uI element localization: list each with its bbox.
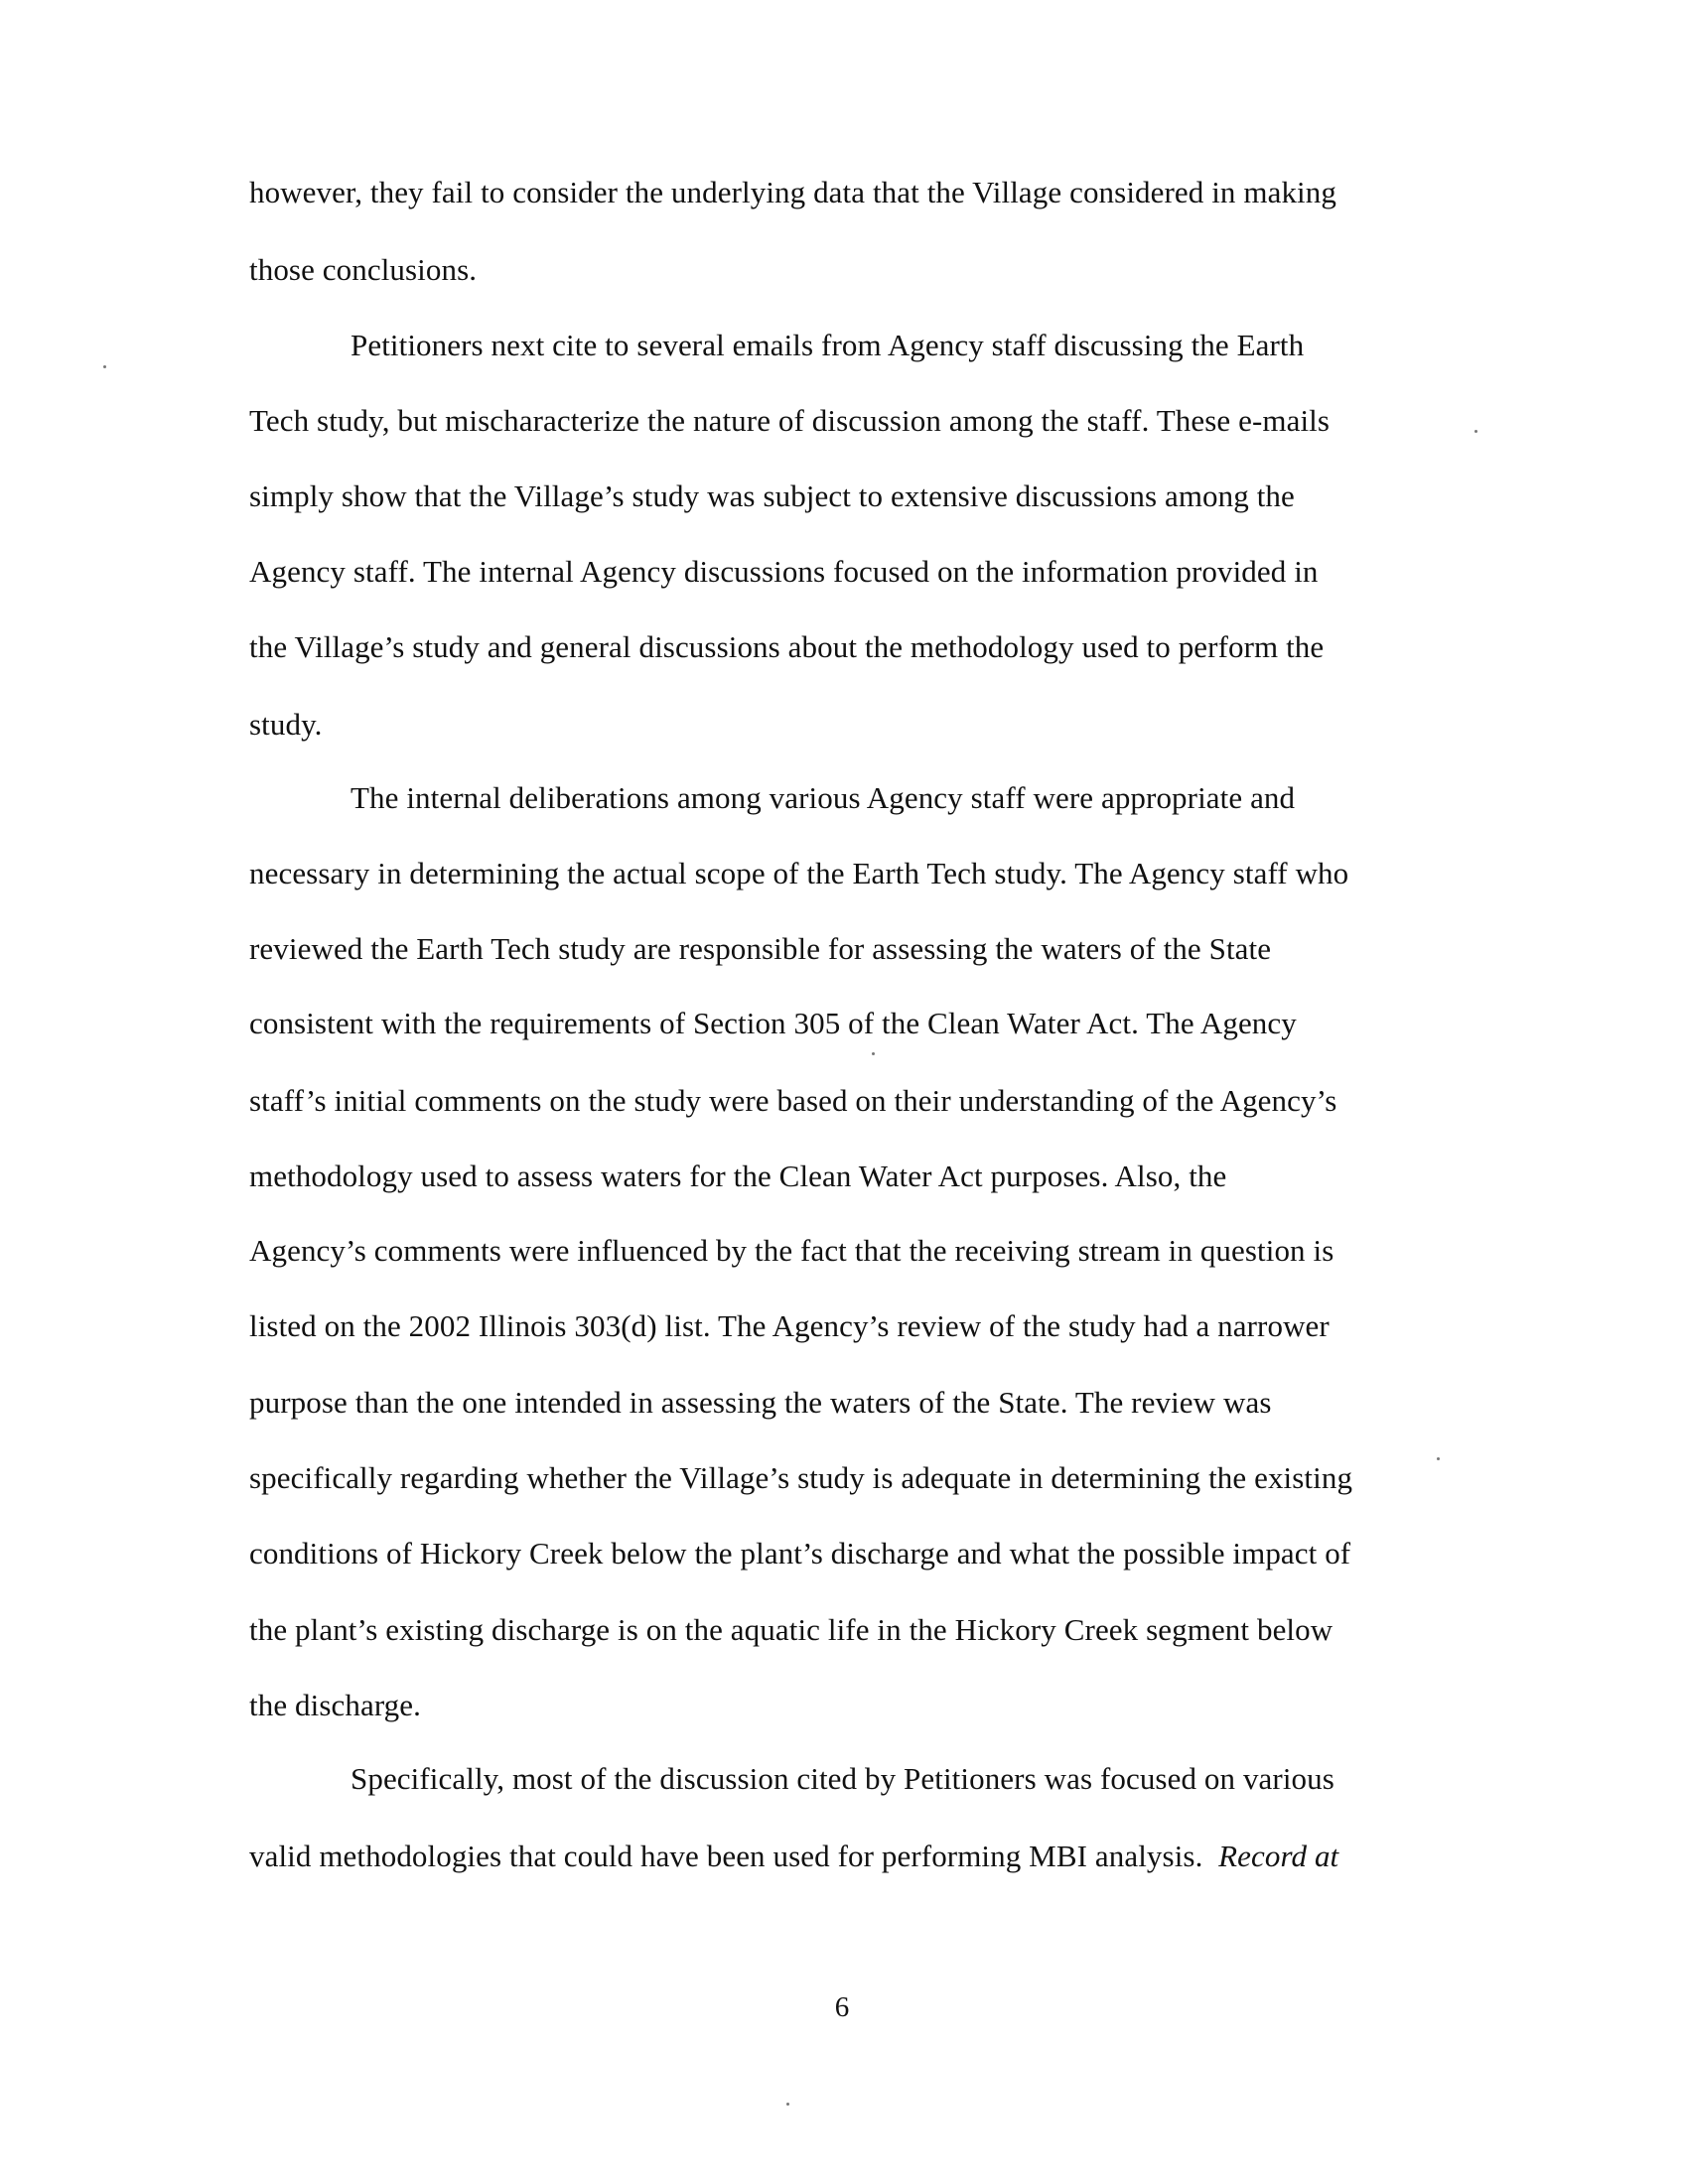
text-line: staff’s initial comments on the study were based on their understanding of the Agency’s bbox=[249, 1083, 1337, 1118]
paragraph-first-line: The internal deliberations among various Agency staff were appropriate and bbox=[351, 780, 1296, 815]
text-line-last-regular: valid methodologies that could have been used for performing MBI analysis. bbox=[249, 1839, 1219, 1873]
text-line: Agency’s comments were influenced by the fact that the receiving stream in question is bbox=[249, 1233, 1334, 1268]
scan-speck bbox=[1474, 430, 1477, 433]
text-line: however, they fail to consider the underlying data that the Village considered in making bbox=[249, 175, 1336, 209]
text-line: methodology used to assess waters for the Clean Water Act purposes. Also, the bbox=[249, 1159, 1227, 1193]
text-line: Agency staff. The internal Agency discussions focused on the information provided in bbox=[249, 554, 1319, 589]
text-line: consistent with the requirements of Section 305 of the Clean Water Act. The Agency bbox=[249, 1006, 1297, 1040]
text-line: the discharge. bbox=[249, 1688, 421, 1722]
citation-italic: Record at bbox=[1218, 1839, 1339, 1873]
text-line: the Village’s study and general discussions about the methodology used to perform the bbox=[249, 629, 1325, 664]
text-line: necessary in determining the actual scope of the Earth Tech study. The Agency staff who bbox=[249, 856, 1349, 890]
scan-speck bbox=[872, 1052, 875, 1055]
text-line: Tech study, but mischaracterize the nature of discussion among the staff. These e-mails bbox=[249, 403, 1331, 438]
text-line-last bbox=[249, 1839, 1338, 1874]
paragraph-first-line: Specifically, most of the discussion cited by Petitioners was focused on various bbox=[351, 1761, 1334, 1796]
paragraph-first-line: Petitioners next cite to several emails from Agency staff discussing the Earth bbox=[351, 328, 1305, 362]
text-line: listed on the 2002 Illinois 303(d) list. The Agency’s review of the study had a narrower bbox=[249, 1308, 1330, 1343]
scan-speck bbox=[786, 2103, 789, 2106]
text-line: simply show that the Village’s study was subject to extensive discussions among the bbox=[249, 478, 1295, 513]
text-line: study. bbox=[249, 707, 323, 742]
text-line: purpose than the one intended in assessing the waters of the State. The review was bbox=[249, 1385, 1272, 1420]
scan-speck bbox=[1437, 1457, 1440, 1460]
text-line: the plant’s existing discharge is on the aquatic life in the Hickory Creek segment below bbox=[249, 1612, 1333, 1647]
text-line: specifically regarding whether the Village’s study is adequate in determining the existing bbox=[249, 1460, 1353, 1495]
text-line: those conclusions. bbox=[249, 252, 478, 287]
page-number: 6 bbox=[834, 1991, 850, 2023]
scan-speck bbox=[103, 365, 106, 368]
text-line: reviewed the Earth Tech study are responsible for assessing the waters of the State bbox=[249, 931, 1272, 966]
text-line: conditions of Hickory Creek below the plant’s discharge and what the possible impact of bbox=[249, 1536, 1351, 1570]
